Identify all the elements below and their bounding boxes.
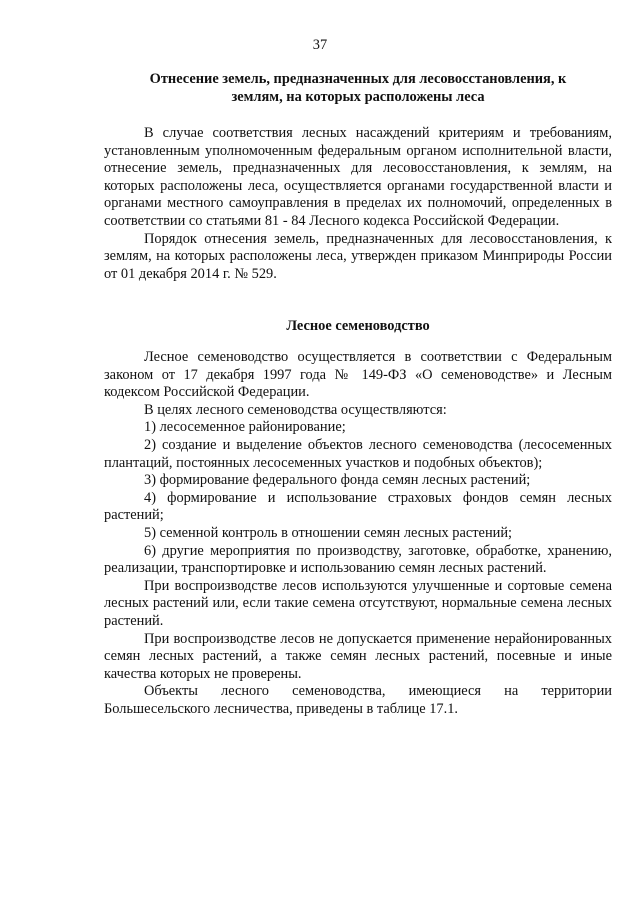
list-item: 4) формирование и использование страховых фондов семян лесных растений; <box>104 489 612 524</box>
paragraph: В целях лесного семеноводства осуществляются: <box>144 401 447 418</box>
section-title-line: Отнесение земель, предназначенных для лесовосстановления, к <box>149 71 567 87</box>
page-number: 37 <box>312 37 328 53</box>
section-land-classification <box>104 125 612 283</box>
paragraph: Порядок отнесения земель, предназначенных для лесовосстановления, к землям, на которых расположены леса, утвержден приказом Минприроды России от 01 декабря 2014 г. № 529. <box>104 230 612 282</box>
section-title-line: землям, на которых расположены леса <box>231 88 485 105</box>
paragraph: При воспроизводстве лесов используются улучшенные и сортовые семена лесных растений или, если такие семена отсутствуют, нормальные семена лесных растений. <box>104 577 612 629</box>
list-item: 5) семенной контроль в отношении семян лесных растений; <box>144 524 513 541</box>
section-seed-production <box>104 349 612 718</box>
paragraph: В случае соответствия лесных насаждений критериям и требованиям, установленным уполномоченным федеральным органом исполнительной власти, отнесение земель, предназначенных для лесовосстановления, к землям, на которых расположены леса, осуществляется органами государственной власти и органами местного самоуправления в пределах их полномочий, определенных в соответствии со статьями 81 - 84 Лесного кодекса Российской Федерации. <box>104 125 612 229</box>
list-item: 6) другие мероприятия по производству, заготовке, обработке, хранению, реализации, транспортировке и использованию семян лесных растений. <box>104 542 612 577</box>
section-title-seed-production: Лесное семеноводство <box>286 318 430 334</box>
paragraph: Объекты лесного семеноводства, имеющиеся на территории Большесельского лесничества, приведены в таблице 17.1. <box>104 683 612 717</box>
list-item: 1) лесосеменное районирование; <box>144 419 346 436</box>
paragraph: При воспроизводстве лесов не допускается применение нерайонированных семян лесных растений, а также семян лесных растений, посевные и иные качества которых не проверены. <box>104 630 612 682</box>
list-item: 3) формирование федерального фонда семян лесных растений; <box>144 472 531 489</box>
section-title-land-classification <box>104 71 612 106</box>
paragraph: Лесное семеноводство осуществляется в соответствии с Федеральным законом от 17 декабря 1997 года № 149-ФЗ «О семеноводстве» и Лесным кодексом Российской Федерации. <box>104 349 612 401</box>
list-item: 2) создание и выделение объектов лесного семеноводства (лесосеменных плантаций, постоянных лесосеменных участков и подобных объектов); <box>104 436 612 471</box>
